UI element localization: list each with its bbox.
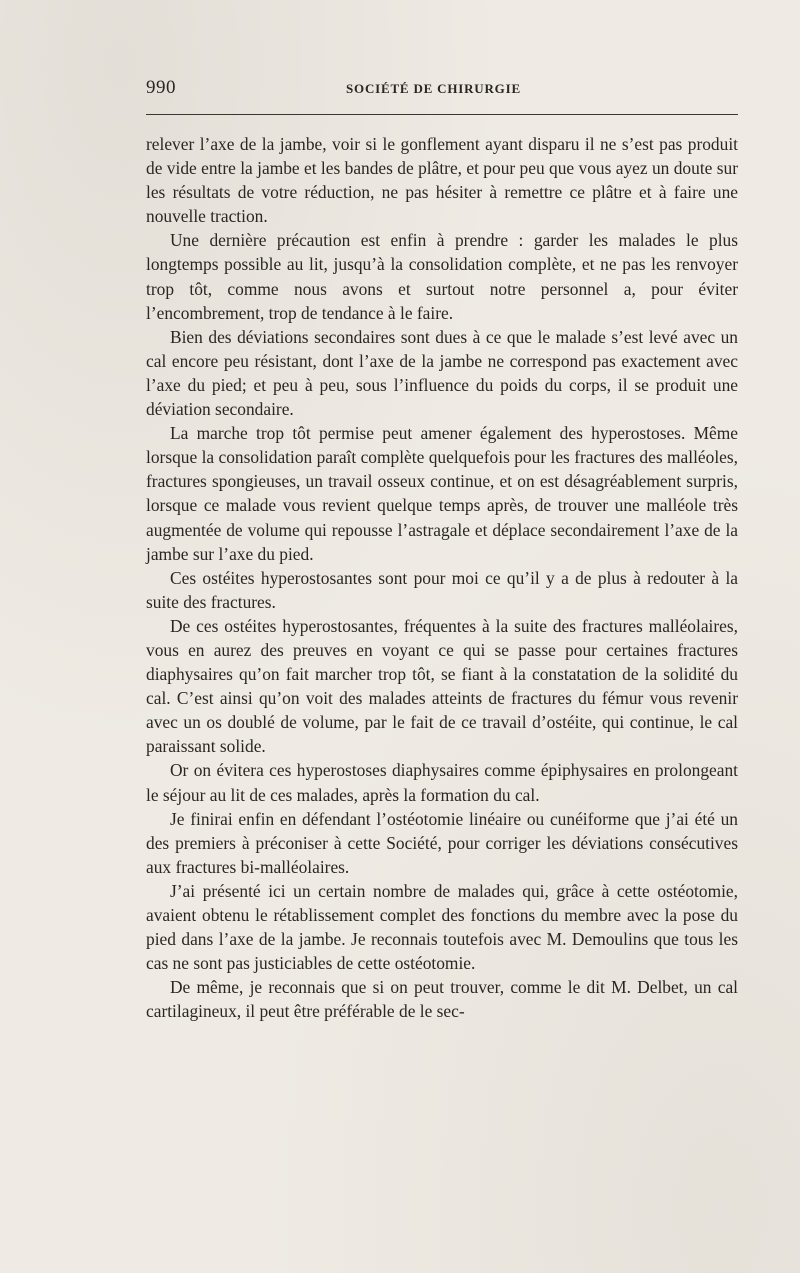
paragraph-4: La marche trop tôt permise peut amener également des hyperostoses. Même lorsque la consolidation paraît complète quelquefois pour les fractures des malléoles, fractures spongieuses, un travail osseux continue, et on est désagréablement surpris, lorsque ce malade vous revient quelque temps après, de trouver une malléole très augmentée de volume qui repousse l’astragale et déplace secondairement l’axe de la jambe sur l’axe du pied. — [146, 423, 738, 564]
paragraph-1: relever l’axe de la jambe, voir si le gonflement ayant disparu il ne s’est pas produit de vide entre la jambe et les bandes de plâtre, et pour peu que vous ayez un doute sur les résultats de votre réduction, ne pas hésiter à remettre ce plâtre et à faire une nouvelle traction. — [146, 134, 738, 227]
header-rule — [146, 114, 738, 115]
body-text — [146, 132, 738, 1023]
paragraph-7: Or on évitera ces hyperostoses diaphysaires comme épiphysaires en prolongeant le séjour au lit de ces malades, après la formation du cal. — [146, 760, 738, 805]
paragraph-3: Bien des déviations secondaires sont dues à ce que le malade s’est levé avec un cal encore peu résistant, dont l’axe de la jambe ne correspond pas exactement avec l’axe du pied; et peu à peu, sous l’influence du poids du corps, il se produit une déviation secondaire. — [146, 326, 738, 420]
page-header — [146, 77, 738, 101]
running-title: SOCIÉTÉ DE CHIRURGIE — [346, 81, 521, 96]
paragraph-8: Je finirai enfin en défendant l’ostéotomie linéaire ou cunéiforme que j’ai été un des premiers à préconiser à cette Société, pour corriger les déviations consécutives aux fractures bi-malléolaires. — [146, 808, 738, 877]
page-number: 990 — [146, 77, 176, 98]
paragraph-2: Une dernière précaution est enfin à prendre : garder les malades le plus longtemps possible au lit, jusqu’à la consolidation complète, et ne pas les renvoyer trop tôt, comme nous avons et surtout notre personnel a, pour éviter l’encombrement, trop de tendance à le faire. — [146, 230, 738, 323]
paragraph-10: De même, je reconnais que si on peut trouver, comme le dit M. Delbet, un cal cartilagineux, il peut être préférable de le sec- — [146, 977, 738, 1022]
paragraph-9: J’ai présenté ici un certain nombre de malades qui, grâce à cette ostéotomie, avaient obtenu le rétablissement complet des fonctions du membre avec la pose du pied dans l’axe de la jambe. Je reconnais toutefois avec M. Demoulins que tous les cas ne sont pas justiciables de cette ostéotomie. — [146, 880, 738, 974]
paragraph-5: Ces ostéites hyperostosantes sont pour moi ce qu’il y a de plus à redouter à la suite des fractures. — [146, 567, 738, 612]
paragraph-6: De ces ostéites hyperostosantes, fréquentes à la suite des fractures malléolaires, vous en aurez des preuves en voyant ce qui se passe pour certaines fractures diaphysaires qu’on fait marcher trop tôt, se fiant à la constatation de la solidité du cal. C’est ainsi qu’on voit des malades atteints de fractures du fémur vous revenir avec un os doublé de volume, par le fait de ce travail d’ostéite, qui continue, le cal paraissant solide. — [146, 615, 738, 757]
